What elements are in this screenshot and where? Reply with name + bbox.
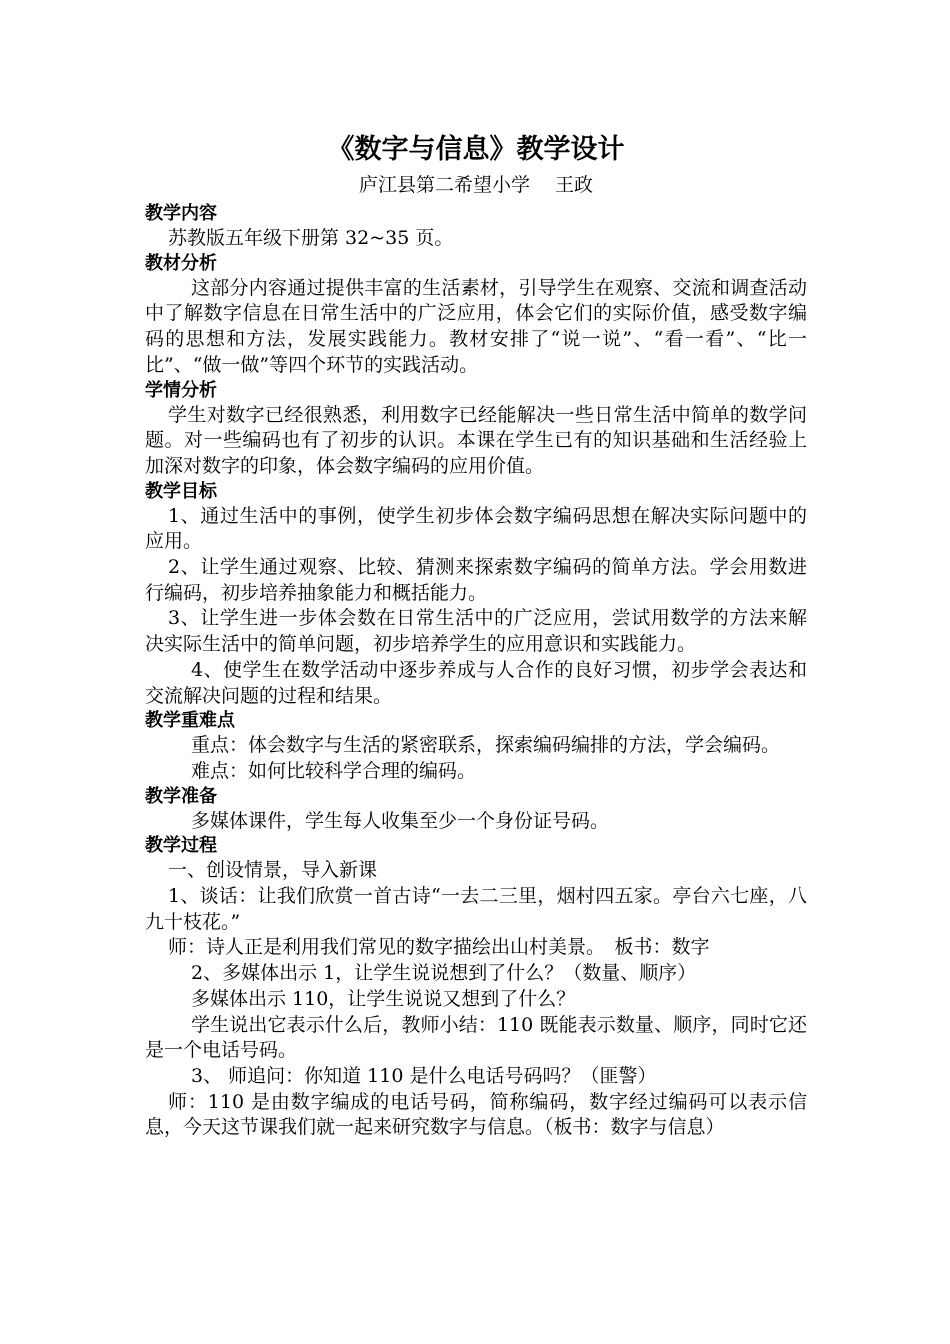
heading-teaching-content: 教学内容 bbox=[145, 203, 217, 224]
process-line-5: 多媒体出示 110，让学生说说又想到了什么？ bbox=[191, 987, 576, 1010]
goal-item-1: 1、通过生活中的事例，使学生初步体会数字编码思想在解决实际问题中的应用。 bbox=[145, 504, 807, 553]
paragraph-key-point: 重点：体会数字与生活的紧密联系，探索编码编排的方法，学会编码。 bbox=[191, 734, 781, 757]
paragraph-material-analysis: 这部分内容通过提供丰富的生活素材，引导学生在观察、交流和调查活动中了解数字信息在日常生活中的广泛应用，体会它们的实际价值，感受数字编码的思想和方法，发展实践能力。教材安排了“说一说”、“看一看”、“比一比”、“做一做”等四个环节的实践活动。 bbox=[145, 276, 807, 376]
process-line-6: 学生说出它表示什么后，教师小结：110 既能表示数量、顺序，同时它还是一个电话号码。 bbox=[145, 1013, 807, 1062]
heading-teaching-process: 教学过程 bbox=[145, 835, 217, 857]
paragraph-difficult-point: 难点：如何比较科学合理的编码。 bbox=[191, 759, 477, 782]
process-line-1: 一、创设情景，导入新课 bbox=[168, 859, 378, 882]
heading-learner-analysis: 学情分析 bbox=[145, 379, 217, 401]
paragraph-preparation: 多媒体课件，学生每人收集至少一个身份证号码。 bbox=[191, 809, 610, 832]
heading-key-points: 教学重难点 bbox=[145, 710, 235, 732]
goal-item-4: 4、使学生在数学活动中逐步养成与人合作的良好习惯，初步学会表达和交流解决问题的过程和结果。 bbox=[145, 658, 807, 707]
document-author: 庐江县第二希望小学 王政 bbox=[358, 174, 594, 196]
document-title: 《数字与信息》教学设计 bbox=[327, 134, 625, 165]
heading-teaching-goals: 教学目标 bbox=[145, 480, 217, 502]
process-line-4: 2、多媒体出示 1，让学生说说想到了什么？（数量、顺序） bbox=[191, 962, 697, 985]
process-line-7: 3、 师追问：你知道 110 是什么电话号码吗？（匪警） bbox=[191, 1064, 657, 1087]
process-line-2: 1、谈话：让我们欣赏一首古诗“一去二三里，烟村四五家。亭台六七座，八九十枝花。” bbox=[145, 885, 807, 933]
heading-preparation: 教学准备 bbox=[145, 785, 217, 807]
process-line-8: 师：110 是由数字编成的电话号码，简称编码，数字经过编码可以表示信息，今天这节课我们就一起来研究数字与信息。（板书：数字与信息） bbox=[145, 1090, 807, 1139]
goal-item-2: 2、让学生通过观察、比较、猜测来探索数字编码的简单方法。学会用数进行编码，初步培养抽象能力和概括能力。 bbox=[145, 556, 807, 604]
process-line-3: 师：诗人正是利用我们常见的数字描绘出山村美景。 板书：数字 bbox=[168, 936, 710, 959]
heading-material-analysis: 教材分析 bbox=[145, 252, 217, 274]
paragraph-teaching-content: 苏教版五年级下册第 32~35 页。 bbox=[168, 227, 454, 249]
goal-item-3: 3、让学生进一步体会数在日常生活中的广泛应用，尝试用数学的方法来解决实际生活中的简单问题，初步培养学生的应用意识和实践能力。 bbox=[145, 607, 807, 656]
document-body bbox=[145, 130, 807, 1141]
paragraph-learner-analysis: 学生对数字已经很熟悉，利用数字已经能解决一些日常生活中简单的数学问题。对一些编码也有了初步的认识。本课在学生已有的知识基础和生活经验上加深对数字的印象，体会数字编码的应用价值。 bbox=[145, 403, 807, 477]
